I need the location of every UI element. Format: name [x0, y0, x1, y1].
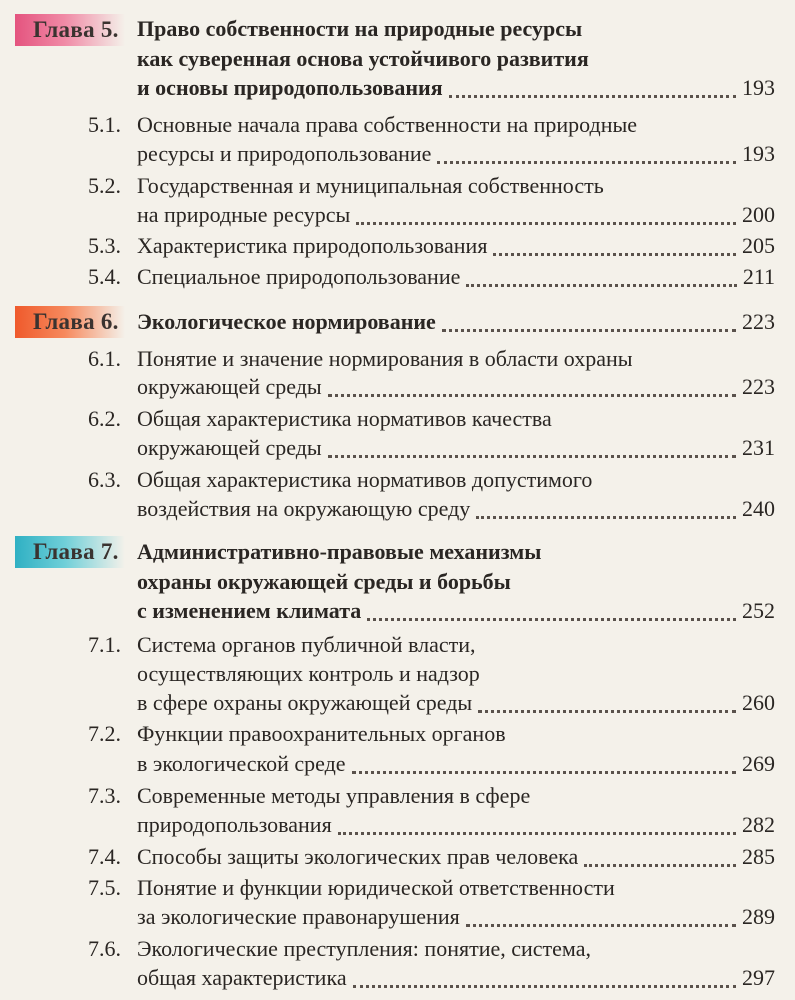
section-page: 231 [742, 435, 775, 460]
section-number: 7.2. [88, 721, 121, 746]
chapter-5-title-text: и основы природопользования [137, 75, 443, 100]
chapter-6-label [15, 306, 125, 338]
section-number: 7.6. [88, 936, 121, 961]
section-7-1-line-1: Система органов публичной власти, [137, 632, 476, 657]
section-text: Способы защиты экологических прав человека [137, 844, 579, 869]
section-page: 200 [742, 202, 775, 227]
chapter-7-title-line-2: охраны окружающей среды и борьбы [137, 569, 511, 594]
section-text: окружающей среды [137, 374, 322, 399]
section-number: 7.3. [88, 783, 121, 808]
section-5-3-line-1[interactable] [137, 231, 775, 261]
section-7-1-line-3[interactable] [137, 688, 775, 718]
section-text: ресурсы и природопользование [137, 141, 432, 166]
section-7-2-line-2[interactable] [137, 749, 775, 779]
section-text: в экологической среде [137, 751, 346, 776]
leader-dots [328, 455, 736, 458]
section-number: 6.2. [88, 406, 121, 431]
leader-dots [328, 394, 736, 397]
leader-dots [352, 771, 736, 774]
section-page: 260 [742, 690, 775, 715]
section-5-4-line-1[interactable] [137, 262, 775, 292]
chapter-number: 6. [100, 309, 119, 334]
section-page: 269 [742, 751, 775, 776]
section-number: 7.4. [88, 844, 121, 869]
section-7-3-line-1: Современные методы управления в сфере [137, 783, 531, 808]
section-number: 6.1. [88, 346, 121, 371]
section-text: окружающей среды [137, 435, 322, 460]
section-7-5-line-2[interactable] [137, 902, 775, 932]
section-text: Специальное природопользование [137, 264, 461, 289]
section-7-5-line-1: Понятие и функции юридической ответственности [137, 875, 615, 900]
section-page: 282 [742, 812, 775, 837]
chapter-5-title-line-1: Право собственности на природные ресурсы [137, 16, 583, 41]
section-number: 5.1. [88, 112, 121, 137]
section-7-6-line-1: Экологические преступления: понятие, система, [137, 936, 591, 961]
chapter-word: Глава [33, 17, 95, 42]
chapter-5-page: 193 [742, 75, 775, 100]
section-6-2-line-2[interactable] [137, 433, 775, 463]
section-7-2-line-1: Функции правоохранительных органов [137, 721, 506, 746]
leader-dots [338, 832, 736, 835]
chapter-6-title-text: Экологическое нормирование [137, 309, 436, 334]
leader-dots [367, 618, 736, 621]
section-text: природопользования [137, 812, 332, 837]
chapter-6-title-line-1[interactable] [137, 307, 775, 337]
section-number: 7.5. [88, 875, 121, 900]
chapter-7-title-text: с изменением климата [137, 598, 362, 623]
section-6-1-line-1: Понятие и значение нормирования в области охраны [137, 346, 633, 371]
leader-dots [353, 985, 736, 988]
section-page: 211 [742, 264, 775, 289]
section-text: на природные ресурсы [137, 202, 351, 227]
section-5-2-line-2[interactable] [137, 200, 775, 230]
leader-dots [466, 284, 736, 287]
chapter-5-title-line-3[interactable] [137, 73, 775, 103]
leader-dots [584, 864, 736, 867]
section-page: 289 [742, 904, 775, 929]
section-7-4-line-1[interactable] [137, 842, 775, 872]
section-number: 5.3. [88, 233, 121, 258]
section-5-2-line-1: Государственная и муниципальная собственность [137, 173, 604, 198]
chapter-7-page: 252 [742, 598, 775, 623]
section-page: 193 [742, 141, 775, 166]
chapter-5-label [15, 14, 125, 46]
section-6-2-line-1: Общая характеристика нормативов качества [137, 406, 552, 431]
section-page: 223 [742, 374, 775, 399]
section-text: общая характеристика [137, 965, 347, 990]
section-5-1-line-1: Основные начала права собственности на природные [137, 112, 638, 137]
chapter-number: 5. [100, 17, 119, 42]
leader-dots [442, 329, 736, 332]
leader-dots [476, 516, 736, 519]
chapter-5-title-line-2: как суверенная основа устойчивого развития [137, 46, 589, 71]
leader-dots [493, 253, 736, 256]
section-6-3-line-1: Общая характеристика нормативов допустимого [137, 467, 593, 492]
section-6-1-line-2[interactable] [137, 372, 775, 402]
chapter-number: 7. [100, 539, 119, 564]
chapter-7-title-line-1: Административно-правовые механизмы [137, 539, 542, 564]
leader-dots [478, 710, 736, 713]
section-page: 205 [742, 233, 775, 258]
section-number: 6.3. [88, 467, 121, 492]
section-text: за экологические правонарушения [137, 904, 460, 929]
chapter-7-label [15, 536, 125, 568]
section-number: 5.2. [88, 173, 121, 198]
section-7-3-line-2[interactable] [137, 810, 775, 840]
section-text: воздействия на окружающую среду [137, 496, 471, 521]
section-page: 297 [742, 965, 775, 990]
leader-dots [449, 95, 736, 98]
section-7-1-line-2: осуществляющих контроль и надзор [137, 661, 480, 686]
section-number: 7.1. [88, 632, 121, 657]
section-number: 5.4. [88, 264, 121, 289]
section-page: 240 [742, 496, 775, 521]
section-text: Характеристика природопользования [137, 233, 488, 258]
section-text: в сфере охраны окружающей среды [137, 690, 473, 715]
section-page: 285 [742, 844, 775, 869]
chapter-word: Глава [33, 539, 95, 564]
section-5-1-line-2[interactable] [137, 139, 775, 169]
section-6-3-line-2[interactable] [137, 494, 775, 524]
leader-dots [437, 161, 736, 164]
leader-dots [466, 924, 736, 927]
section-7-6-line-2[interactable] [137, 963, 775, 993]
chapter-6-page: 223 [742, 309, 775, 334]
chapter-7-title-line-3[interactable] [137, 596, 775, 626]
leader-dots [356, 222, 736, 225]
chapter-word: Глава [33, 309, 95, 334]
